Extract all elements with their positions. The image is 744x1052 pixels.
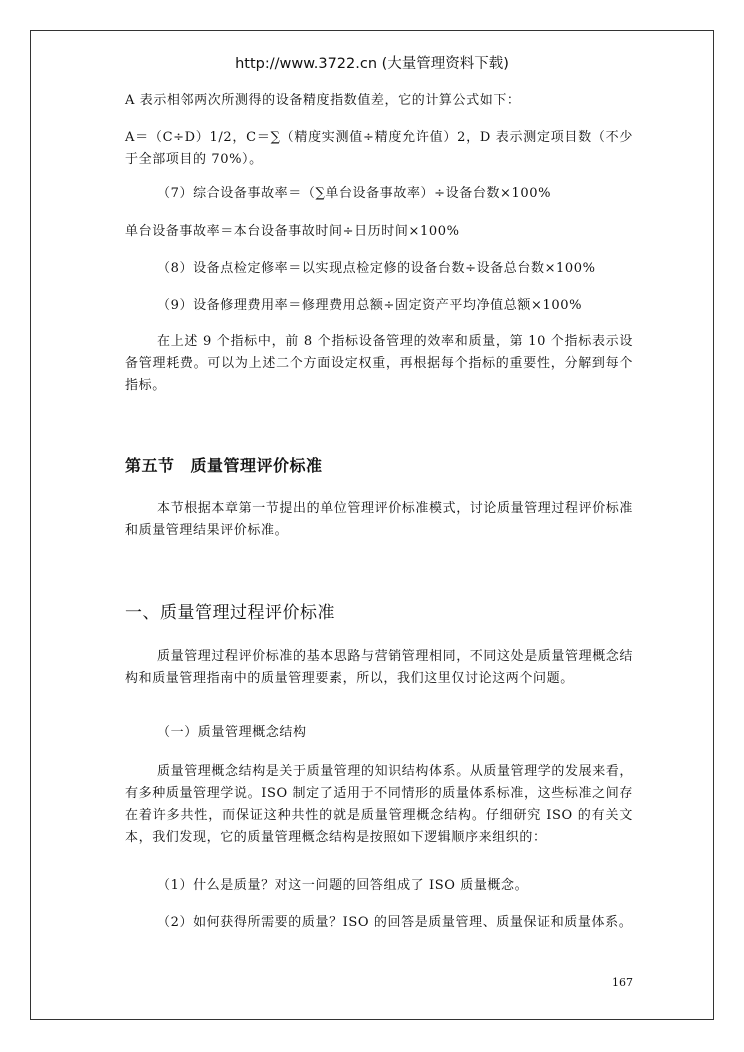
- paragraph-question-2: （2）如何获得所需要的质量？ISO 的回答是质量管理、质量保证和质量体系。: [157, 915, 633, 930]
- paragraph-summary: 在上述 9 个指标中，前 8 个指标设备管理的效率和质量，第 10 个指标表示设备管理耗费。可以为上述二个方面设定权重，再根据每个指标的重要性，分解到每个指标。: [125, 334, 633, 393]
- paragraph-single-accident-rate: 单台设备事故率＝本台设备事故时间÷日历时间×100%: [125, 224, 460, 239]
- paragraph-concept-heading: （一）质量管理概念结构: [157, 725, 307, 740]
- paragraph-indicator-9: （9）设备修理费用率＝修理费用总额÷固定资产平均净值总额×100%: [157, 298, 583, 313]
- paragraph-concept-structure: 质量管理概念结构是关于质量管理的知识结构体系。从质量管理学的发展来看，有多种质量管理学说。ISO 制定了适用于不同情形的质量体系标准，这些标准之间存在着许多共性，而保证这种共性的就是质量管理概念结构。仔细研究 ISO 的有关文本，我们发现，它的质量管理概念结构是按照如下逻辑顺序来组织的：: [125, 764, 634, 845]
- page-number: 167: [612, 976, 633, 989]
- paragraph-section-intro: 本节根据本章第一节提出的单位管理评价标准模式，讨论质量管理过程评价标准和质量管理结果评价标准。: [125, 501, 634, 538]
- paragraph-indicator-7: （7）综合设备事故率＝（∑单台设备事故率）÷设备台数×100%: [157, 186, 552, 201]
- paragraph-question-1: （1）什么是质量？对这一问题的回答组成了 ISO 质量概念。: [157, 878, 529, 893]
- section-title: 质量管理评价标准: [190, 456, 323, 475]
- paragraph-indicator-8: （8）设备点检定修率＝以实现点检定修的设备台数÷设备总台数×100%: [157, 261, 596, 276]
- section-number: 第五节: [125, 456, 175, 475]
- paragraph-formula: A＝（C÷D）1/2，C＝∑（精度实测值÷精度允许值）2，D 表示测定项目数（不少于全部项目的 70%）。: [125, 130, 633, 167]
- header-url[interactable]: http://www.3722.cn (大量管理资料下载): [235, 56, 509, 72]
- section-heading: [125, 453, 323, 476]
- paragraph-a-definition: A 表示相邻两次所测得的设备精度指数值差，它的计算公式如下：: [125, 93, 521, 108]
- paragraph-process-intro: 质量管理过程评价标准的基本思路与营销管理相同，不同这处是质量管理概念结构和质量管理指南中的质量管理要素，所以，我们这里仅讨论这两个问题。: [125, 649, 634, 686]
- subsection-heading: 一、质量管理过程评价标准: [125, 603, 335, 623]
